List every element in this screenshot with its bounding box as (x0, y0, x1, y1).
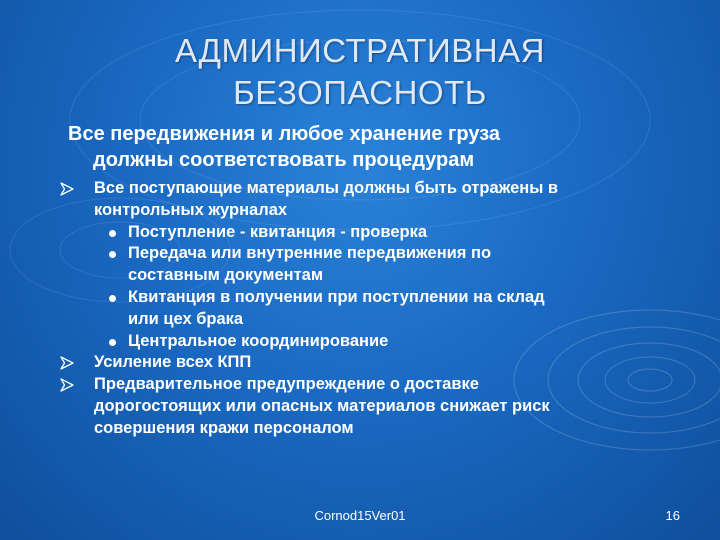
arrowhead-icon (60, 356, 74, 370)
bullet-text-line: Предварительное предупреждение о доставке (94, 375, 479, 394)
sub-bullet-item (60, 331, 700, 353)
dot-icon (109, 339, 116, 346)
bullet-text-line: дорогостоящих или опасных материалов снижает риск (94, 396, 550, 415)
arrowhead-icon (60, 378, 74, 392)
slide-number: 16 (665, 508, 680, 523)
bullet-text-line: контрольных журналах (94, 200, 288, 219)
sub-bullet-text-line: Передача или внутренние передвижения по (128, 244, 492, 263)
bullet-item (60, 352, 700, 374)
footer-label: Cornod15Ver01 (314, 508, 406, 523)
sub-bullet-text-line: Поступление - квитанция - проверка (128, 222, 428, 241)
bullet-text-line: Усиление всех КПП (94, 353, 252, 372)
lead-line: должны соответствовать процедурам (93, 149, 475, 171)
sub-bullet-text-line: или цех брака (128, 309, 244, 328)
bullet-item (60, 374, 700, 439)
dot-icon (109, 230, 116, 237)
dot-icon (109, 295, 116, 302)
dot-icon (109, 251, 116, 258)
bullet-item (60, 178, 700, 222)
sub-bullet-item (60, 222, 700, 244)
bullet-text-line: совершения кражи персоналом (94, 418, 354, 437)
lead-paragraph (68, 121, 688, 173)
bullet-text-line: Все поступающие материалы должны быть отражены в (94, 179, 559, 197)
slide-title-line: БЕЗОПАСНОТЬ (233, 74, 487, 111)
slide-title-line: АДМИНИСТРАТИВНАЯ (175, 32, 545, 69)
sub-bullet-item (60, 243, 700, 287)
sub-bullet-text-line: составным документам (128, 266, 324, 285)
arrowhead-icon (60, 182, 74, 196)
sub-bullet-item (60, 287, 700, 331)
bullet-list (60, 178, 700, 440)
sub-bullet-text-line: Квитанция в получении при поступлении на склад (128, 287, 545, 306)
slide-title (0, 30, 720, 114)
lead-line: Все передвижения и любое хранение груза (68, 123, 501, 145)
sub-bullet-text-line: Центральное координирование (128, 331, 389, 350)
